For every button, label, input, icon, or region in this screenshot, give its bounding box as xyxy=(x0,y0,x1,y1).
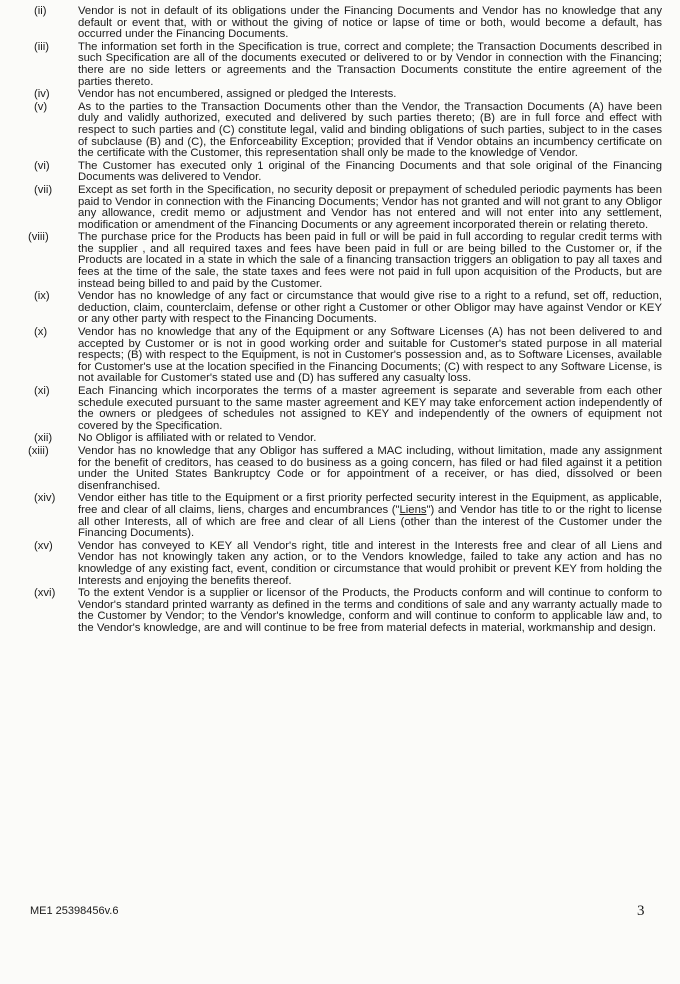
clause-xii xyxy=(0,433,680,445)
clause-text: Except as set forth in the Specification, no security deposit or prepayment of scheduled periodic payments has been paid to Vendor in connection with the Financing Documents; Vendor has not granted and will not grant to any Obligor any allowance, credit memo or adjustment and Vendor has not entered and will not enter into any settlement, modification or amendment of the Financing Documents or any agreement incorporated therein or relating thereto. xyxy=(78,183,662,231)
clause-v xyxy=(0,102,680,160)
clause-number: (xiii) xyxy=(28,444,49,457)
defined-term-liens: Liens xyxy=(399,503,427,516)
clause-number: (xi) xyxy=(34,385,50,397)
clause-number: (vii) xyxy=(34,183,53,196)
clause-text: Vendor has no knowledge that any of the Equipment or any Software Licenses (A) has not been delivered to and accepted by Customer or is not in good working order and suitable for Customer's stated purpose in all material respects; (B) with respect to the Equipment, is not in Customer's possession and, as to Software Licenses, available for Customer's use at the location specified in the Financing Documents; (C) with respect to any Software License, is not available for Customer's stated use and (D) has suffered any casualty loss. xyxy=(78,326,662,385)
clause-xv xyxy=(0,541,680,587)
clause-viii xyxy=(0,232,680,290)
clause-xiv xyxy=(0,493,680,539)
clause-text: To the extent Vendor is a supplier or licensor of the Products, the Products conform and will continue to conform to Vendor's standard printed warranty as defined in the terms and conditions of sale and any warranty actually made to the Customer by Vendor; to the Vendor's knowledge, conform and will continue to conform to applicable law and, to the Vendor's knowledge, are and will continue to be free from material defects in material, workmanship and design. xyxy=(78,587,662,634)
document-reference: ME1 25398456v.6 xyxy=(30,905,119,917)
clause-iv xyxy=(0,89,680,101)
clause-text-before: Vendor either has title to the Equipment or a first priority perfected security interest in the Equipment, as applicable, free and clear of all claims, liens, charges and encumbrances (" xyxy=(78,492,662,516)
clause-text: Vendor is not in default of its obligations under the Financing Documents and Vendor has no knowledge that any default or event that, with or without the giving of notice or lapse of time or both, would become a default, has occurred under the Financing Documents. xyxy=(78,5,662,41)
clause-number: (v) xyxy=(34,100,48,113)
clause-number: (ix) xyxy=(34,290,50,303)
clause-iii xyxy=(0,42,680,88)
clause-xi xyxy=(0,386,680,432)
page-number: 3 xyxy=(637,903,645,919)
clause-xvi xyxy=(0,588,680,634)
clause-text-after: ") and Vendor has title to or the right to license all other Interests, all of which are free and clear of all Liens (other than the interest of the Customer under the Financing Documents). xyxy=(78,503,663,540)
clause-text: As to the parties to the Transaction Documents other than the Vendor, the Transaction Documents (A) have been duly and validly authorized, executed and delivered by such parties thereto; (B) are in full force and effect with respect to such parties and (C) constitute legal, valid and binding obligations of such parties, subject to in the cases of subclause (B) and (C), the Enforceability Exception; provided that if Vendor obtains an incumbency certificate on the certificate with the Customer, this representation shall only be made to the knowledge of Vendor. xyxy=(78,100,662,160)
clause-number: (iv) xyxy=(34,88,50,101)
clause-text: Vendor has not encumbered, assigned or pledged the Interests. xyxy=(78,88,397,101)
clause-vi xyxy=(0,161,680,184)
clause-ix xyxy=(0,291,680,326)
clause-text: Vendor has no knowledge that any Obligor has suffered a MAC including, without limitation, made any assignment for the benefit of creditors, has ceased to do business as a going concern, has filed or had filed against it a petition under the United States Bankruptcy Code or for appointment of a receiver, or has died, dissolved or been disenfranchised. xyxy=(78,444,662,492)
clause-number: (xv) xyxy=(34,539,53,552)
clause-vii xyxy=(0,185,680,231)
clause-xiii xyxy=(0,446,680,492)
clause-number: (x) xyxy=(34,326,48,339)
clause-text: The purchase price for the Products has been paid in full or will be paid in full according to regular credit terms with the supplier , and all required taxes and fees have been paid in full or are being billed to the Customer or, if the Products are located in a state in which the sale of a financing transaction triggers an obligation to pay all taxes and fees at the time of the sale, the state taxes and fees were not paid in full upon acquisition of the Products, but are instead being billed to and paid by the Customer. xyxy=(78,231,662,290)
clause-text: Each Financing which incorporates the terms of a master agreement is separate and severable from each other schedule executed pursuant to the same master agreement and KEY may take enforcement action independently of the owners or pledgees of schedules not assigned to KEY and independently of the owners of equipment not covered by the Specification. xyxy=(78,385,662,432)
clause-text: No Obligor is affiliated with or related to Vendor. xyxy=(78,432,317,445)
clause-number: (xiv) xyxy=(34,492,56,505)
clause-number: (xvi) xyxy=(34,587,56,600)
clause-text: The Customer has executed only 1 original of the Financing Documents and that sole original of the Financing Documents was delivered to Vendor. xyxy=(78,159,662,184)
clause-number: (ii) xyxy=(34,5,47,17)
clause-x xyxy=(0,327,680,385)
clause-number: (vi) xyxy=(34,159,50,172)
clause-number: (xii) xyxy=(34,432,53,445)
clause-number: (viii) xyxy=(28,231,49,244)
clause-ii xyxy=(0,6,680,41)
clause-list xyxy=(0,6,680,635)
clause-text: Vendor has conveyed to KEY all Vendor's right, title and interest in the Interests free and clear of all Liens and Vendor has not knowingly taken any action, or to the Vendors knowledge, failed to take any action and has no knowledge of any existing fact, event, condition or circumstance that would prohibit or prevent KEY from holding the Interests and enjoying the benefits thereof. xyxy=(78,539,662,587)
clause-number: (iii) xyxy=(34,40,50,53)
clause-text: Vendor has no knowledge of any fact or circumstance that would give rise to a right to a refund, set off, reduction, deduction, claim, counterclaim, defense or other right a Customer or other Obligor may have against Vendor or KEY or any other party with respect to the Financing Documents. xyxy=(78,290,662,326)
clause-text: The information set forth in the Specification is true, correct and complete; the Transaction Documents described in such Specification are all of the documents executed or delivered to or by Vendor in connection with the Financing; there are no side letters or agreements and the Transaction Documents constitute the entire agreement of the parties thereto. xyxy=(78,40,662,88)
